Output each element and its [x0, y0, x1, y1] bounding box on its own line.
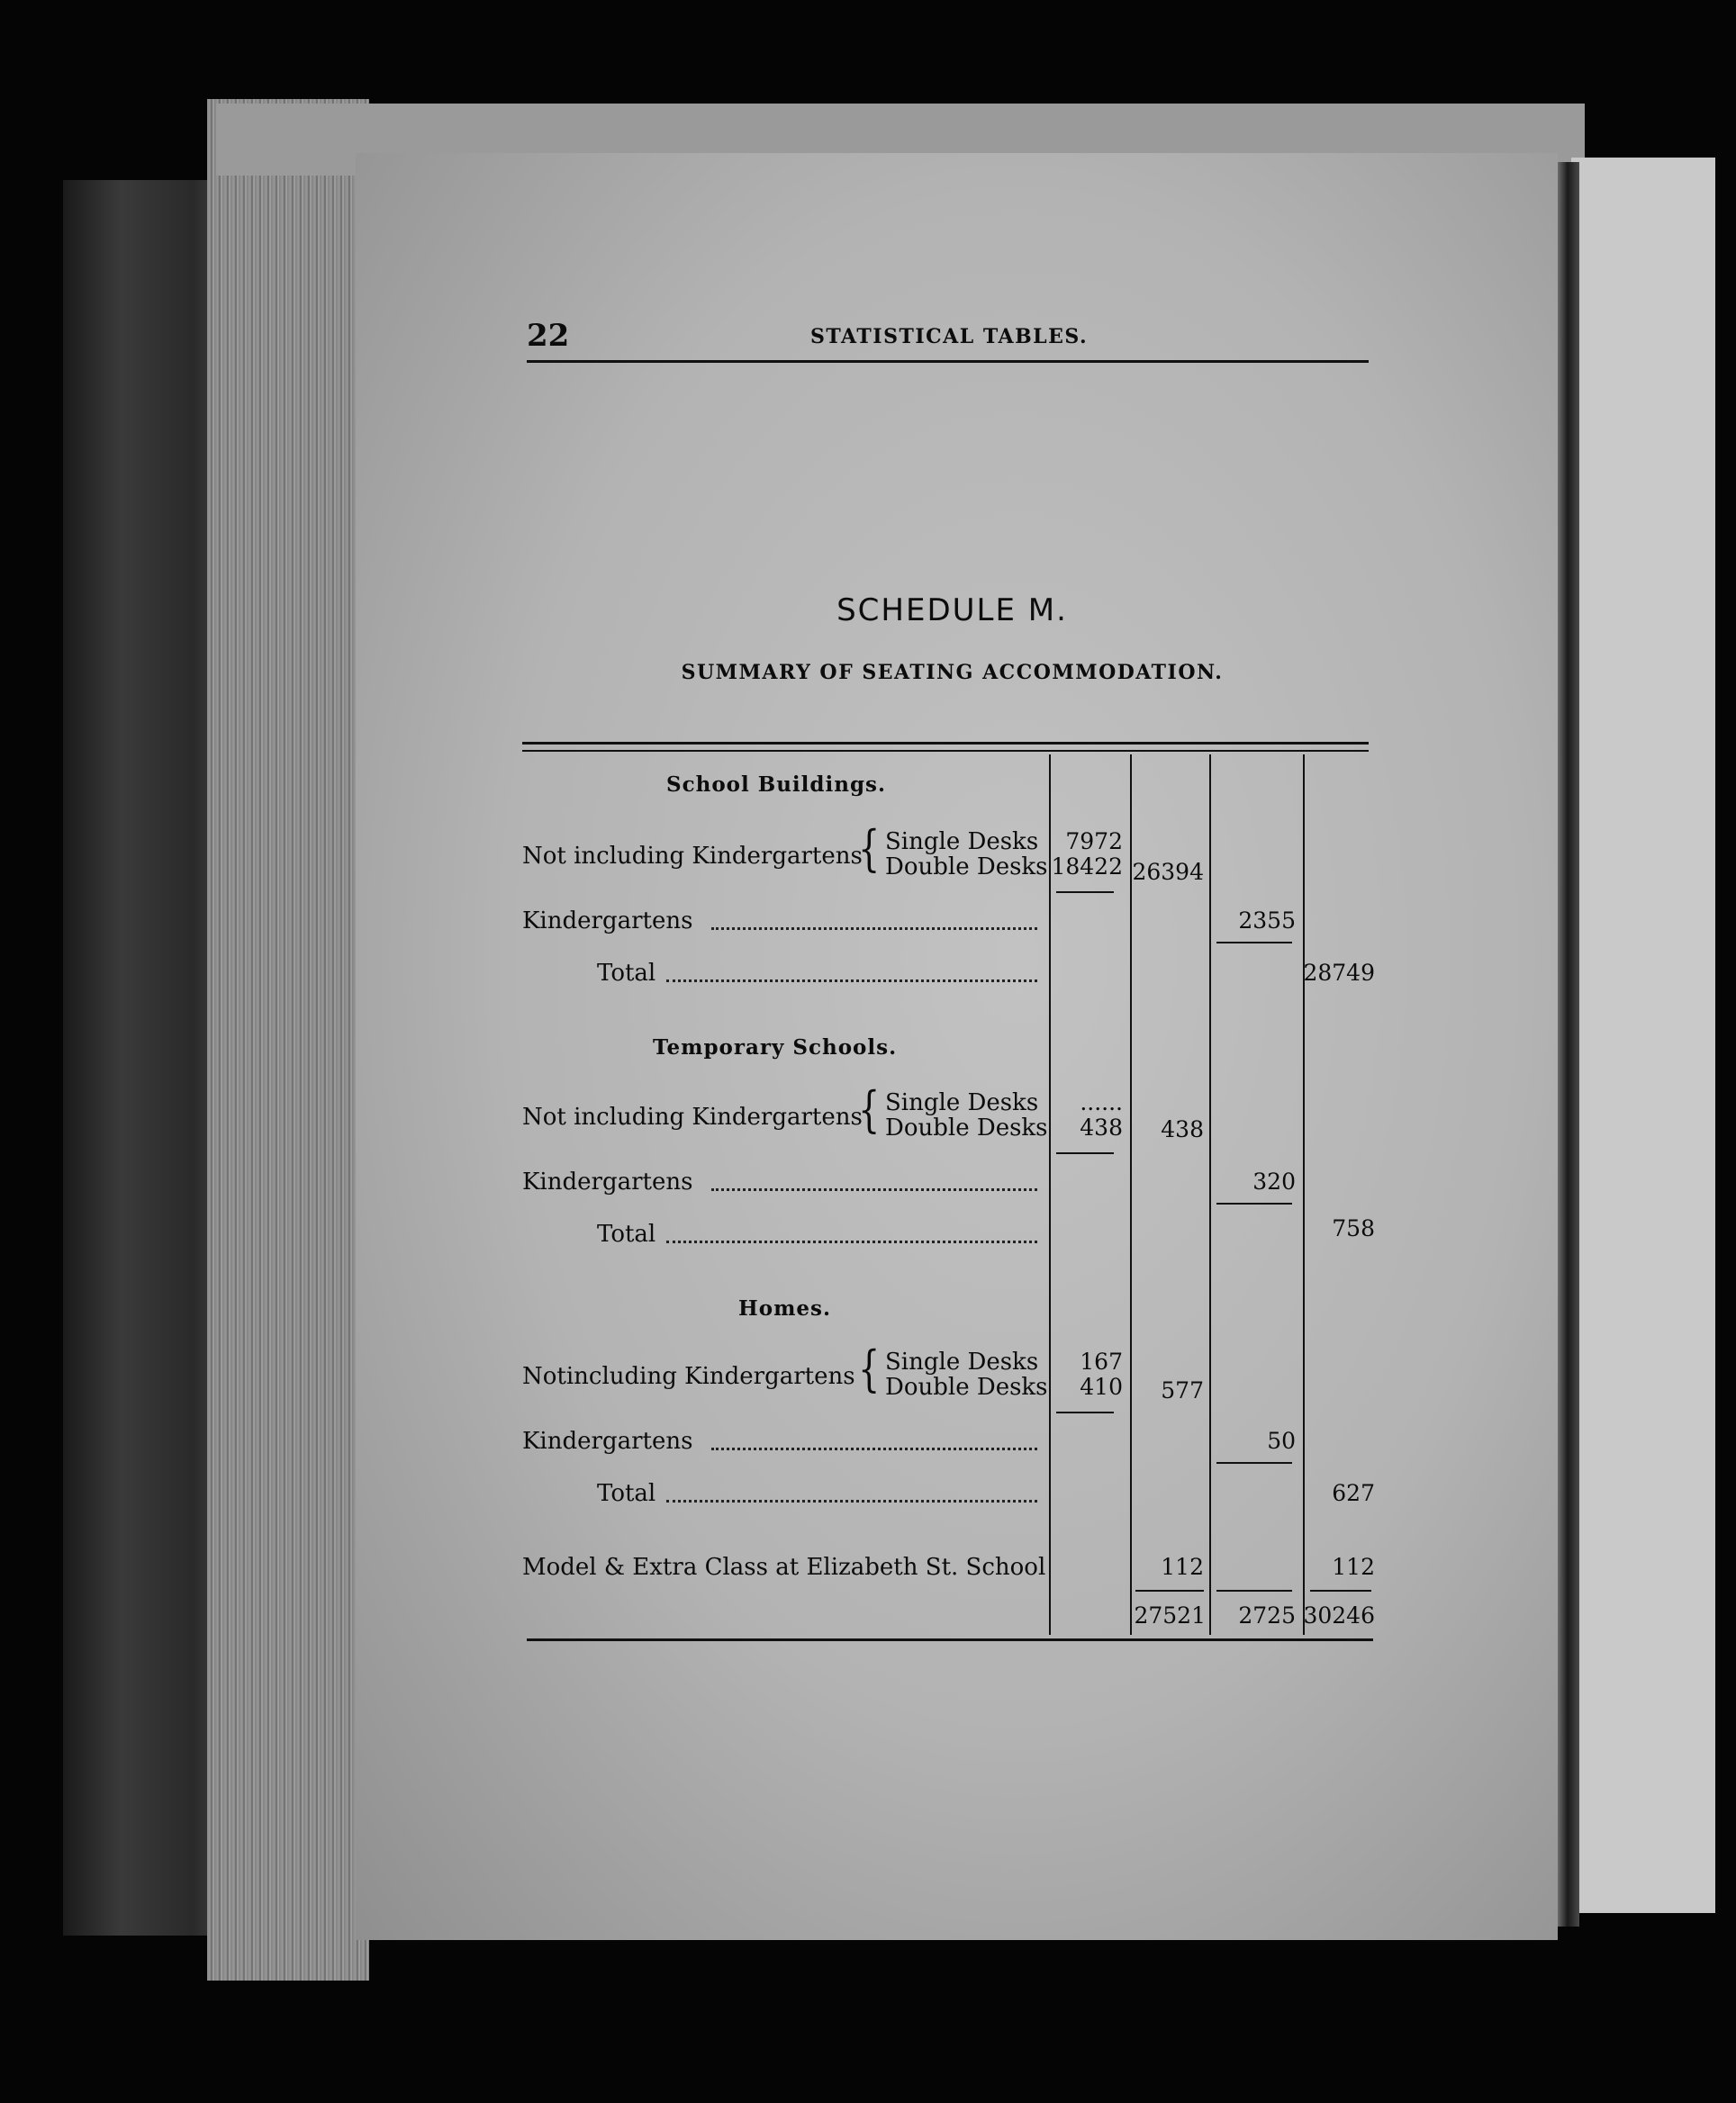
section-heading-homes: Homes.: [738, 1296, 831, 1321]
total-value: 28749: [1303, 960, 1375, 986]
not-including-label: Not including Kindergartens: [522, 1104, 863, 1131]
brace: {: [858, 1340, 881, 1397]
section-heading-school-buildings: School Buildings.: [666, 772, 886, 797]
column-rule-2: [1130, 754, 1132, 1635]
sum-rule: [1135, 1590, 1204, 1592]
schedule-subtitle: SUMMARY OF SEATING ACCOMMODATION.: [681, 661, 1224, 684]
grand-total-kindergartens: 2725: [1238, 1602, 1296, 1629]
kindergartens-value: 2355: [1238, 907, 1296, 934]
sum-rule: [1216, 1590, 1292, 1592]
head-rule: [527, 360, 1369, 363]
column-rule-3: [1209, 754, 1211, 1635]
kindergartens-label: Kindergartens: [522, 1169, 693, 1196]
double-desks-label: Double Desks: [885, 1115, 1048, 1142]
total-value: 758: [1332, 1215, 1375, 1241]
sum-rule: [1216, 1462, 1292, 1464]
grand-total-desks: 27521: [1134, 1602, 1206, 1629]
kindergartens-value: 320: [1252, 1169, 1296, 1195]
sum-rule: [1056, 1412, 1114, 1413]
section-heading-temporary-schools: Temporary Schools.: [653, 1035, 898, 1060]
desks-total-value: 438: [1161, 1116, 1204, 1142]
sum-rule: [1216, 942, 1292, 943]
brace: {: [858, 820, 881, 877]
table-top-rule-2: [522, 750, 1369, 752]
model-class-label: Model & Extra Class at Elizabeth St. School: [522, 1554, 1046, 1581]
kindergartens-label: Kindergartens: [522, 1428, 693, 1455]
sum-rule: [1310, 1590, 1371, 1592]
double-desks-value: 18422: [1051, 853, 1123, 880]
not-including-label: Not including Kindergartens: [522, 843, 863, 870]
leader-dots: [666, 979, 1037, 982]
book-gutter: [1556, 162, 1579, 1927]
total-label: Total: [597, 960, 656, 987]
desks-total-value: 577: [1161, 1377, 1204, 1404]
document-page: [356, 153, 1558, 1940]
not-including-label: Notincluding Kindergartens: [522, 1363, 855, 1390]
total-value: 627: [1332, 1480, 1375, 1506]
desks-total-value: 26394: [1132, 859, 1204, 885]
double-desks-value: 410: [1080, 1374, 1123, 1400]
table-top-rule: [522, 742, 1369, 745]
single-desks-label: Single Desks: [885, 1349, 1039, 1376]
grand-total-all: 30246: [1303, 1602, 1375, 1629]
page-number: 22: [527, 318, 570, 354]
brace: {: [858, 1081, 881, 1138]
single-desks-value: ......: [1080, 1089, 1123, 1115]
table-bottom-rule: [527, 1638, 1373, 1641]
single-desks-label: Single Desks: [885, 1089, 1039, 1116]
leader-dots: [666, 1241, 1037, 1243]
leader-dots: [711, 927, 1037, 930]
single-desks-value: 167: [1080, 1349, 1123, 1375]
leader-dots: [711, 1448, 1037, 1450]
page-stack-edges: [207, 99, 369, 1981]
kindergartens-value: 50: [1267, 1428, 1296, 1454]
sum-rule: [1056, 891, 1114, 893]
single-desks-label: Single Desks: [885, 828, 1039, 855]
single-desks-value: 7972: [1065, 828, 1123, 854]
total-label: Total: [597, 1480, 656, 1507]
double-desks-value: 438: [1080, 1115, 1123, 1141]
sum-rule: [1056, 1152, 1114, 1154]
schedule-title: SCHEDULE M.: [836, 592, 1068, 628]
model-class-desks-value: 112: [1161, 1554, 1204, 1580]
facing-page: [1571, 158, 1715, 1913]
kindergartens-label: Kindergartens: [522, 907, 693, 934]
double-desks-label: Double Desks: [885, 1374, 1048, 1401]
model-class-total-value: 112: [1332, 1554, 1375, 1580]
leader-dots: [666, 1500, 1037, 1503]
double-desks-label: Double Desks: [885, 853, 1048, 880]
running-title: STATISTICAL TABLES.: [810, 325, 1089, 348]
total-label: Total: [597, 1221, 656, 1248]
sum-rule: [1216, 1203, 1292, 1205]
leader-dots: [711, 1188, 1037, 1191]
column-rule-1: [1049, 754, 1051, 1635]
